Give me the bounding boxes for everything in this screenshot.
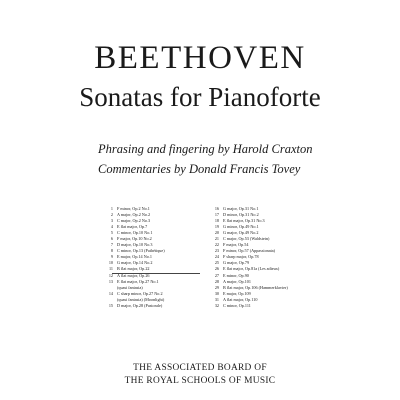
- publisher-line-2: THE ROYAL SCHOOLS OF MUSIC: [124, 376, 276, 386]
- sonata-number: 29: [214, 284, 219, 290]
- sonata-number: 22: [214, 242, 219, 248]
- contents-column-right: [210, 206, 288, 309]
- sonata-number: 9: [110, 254, 113, 260]
- contents-underline: [112, 273, 200, 274]
- sonata-title: C major, Op.53 (Waldstein): [223, 236, 270, 242]
- sonata-title: E major, Op.14 No.1: [117, 254, 152, 260]
- sonata-number: 1: [110, 206, 113, 211]
- sonata-title: B flat major, Op.22: [117, 266, 150, 272]
- contents-column-left: [104, 206, 165, 309]
- sonata-title: F major, Op.54: [223, 242, 249, 248]
- sonata-number: 2: [110, 212, 113, 218]
- sonata-title: A major, Op.101: [223, 278, 251, 284]
- sonata-number: 23: [214, 248, 219, 254]
- sonata-number: 14: [108, 290, 113, 296]
- sonata-number: 25: [214, 260, 219, 266]
- sonata-title: E minor, Op.90: [223, 272, 249, 278]
- sonata-number: 3: [110, 218, 113, 224]
- sonata-title: B flat major, Op.106 (Hammerklavier): [223, 284, 288, 290]
- sonata-number: 31: [214, 296, 219, 302]
- sonata-number: 7: [110, 242, 113, 248]
- sonata-number: 21: [214, 236, 219, 242]
- sonata-number: 19: [214, 224, 219, 230]
- sonata-number: 10: [108, 260, 113, 266]
- sonata-number: 16: [214, 206, 219, 211]
- sonata-title: E flat major, Op.7: [117, 224, 148, 230]
- editorial-credits: [98, 139, 312, 179]
- sonata-title: F major, Op.10 No.2: [117, 236, 152, 242]
- sonata-number: 13: [108, 278, 113, 284]
- phrasing-credit: Phrasing and fingering by Harold Craxton: [98, 142, 313, 156]
- sonata-title: G minor, Op.49 No.1: [223, 224, 259, 230]
- sonata-title: D major, Op.10 No.3: [117, 242, 153, 248]
- sonata-number: 8: [110, 248, 113, 254]
- contents-row: [210, 303, 288, 309]
- sonata-number: 20: [214, 230, 219, 236]
- sonata-number: 4: [110, 224, 113, 230]
- sonata-title: (quasi fantasia) (Moonlight): [117, 296, 165, 302]
- sonata-number: 26: [214, 266, 219, 272]
- contents-row: [104, 303, 165, 309]
- sonata-title: F minor, Op.2 No.1: [117, 206, 150, 211]
- sonata-number: 5: [110, 230, 113, 236]
- sonata-title: E flat major, Op.81a (Les adieux): [223, 266, 280, 272]
- composer-heading: BEETHOVEN: [94, 40, 306, 76]
- publisher-imprint: [0, 362, 400, 388]
- commentary-credit: Commentaries by Donald Francis Tovey: [98, 162, 301, 176]
- sonata-number: 6: [110, 236, 113, 242]
- sonata-title: E flat major, Op.27 No.1: [117, 278, 159, 284]
- sonata-number: 30: [214, 290, 219, 296]
- sonata-title: A major, Op.2 No.2: [117, 212, 151, 218]
- sonata-number: 18: [214, 218, 219, 224]
- sonata-title: F sharp major, Op.78: [223, 254, 259, 260]
- sonata-title: C minor, Op.111: [223, 302, 251, 308]
- sonata-number: 17: [214, 212, 219, 218]
- sonata-number: 11: [108, 266, 113, 272]
- collection-title: Sonatas for Pianoforte: [79, 82, 321, 112]
- sonata-title: G major, Op.49 No.2: [223, 230, 259, 236]
- sonata-title: G major, Op.14 No.2: [117, 260, 153, 266]
- sonata-title: D major, Op.28 (Pastorale): [117, 302, 163, 308]
- sonata-title: C minor, Op.10 No.1: [117, 230, 153, 236]
- sonata-number: 24: [214, 254, 219, 260]
- sonata-title: C major, Op.2 No.3: [117, 218, 151, 224]
- sonata-title: (quasi fantasia): [117, 284, 143, 290]
- publisher-line-1: THE ASSOCIATED BOARD OF: [133, 363, 267, 373]
- sonata-number: 28: [214, 278, 219, 284]
- sonata-title: E flat major, Op.31 No.3: [223, 218, 265, 224]
- sonata-number: 12: [108, 272, 113, 278]
- sonata-title: A flat major, Op.110: [223, 296, 258, 302]
- sonata-title: D minor, Op.31 No.2: [223, 212, 259, 218]
- sonata-title: C minor, Op.13 (Pathétique): [117, 248, 165, 254]
- sonata-title: F minor, Op.57 (Appassionata): [223, 248, 276, 254]
- sonata-title: G major, Op.31 No.1: [223, 206, 259, 211]
- sonata-number: 27: [214, 272, 219, 278]
- sonata-title: C sharp minor, Op.27 No.2: [117, 290, 163, 296]
- sonata-title: G major, Op.79: [223, 260, 250, 266]
- sonata-number: 15: [108, 302, 113, 308]
- sonata-number: 32: [214, 302, 219, 308]
- sonata-title: A flat major, Op.26: [117, 272, 150, 278]
- sonata-title: E major, Op.109: [223, 290, 251, 296]
